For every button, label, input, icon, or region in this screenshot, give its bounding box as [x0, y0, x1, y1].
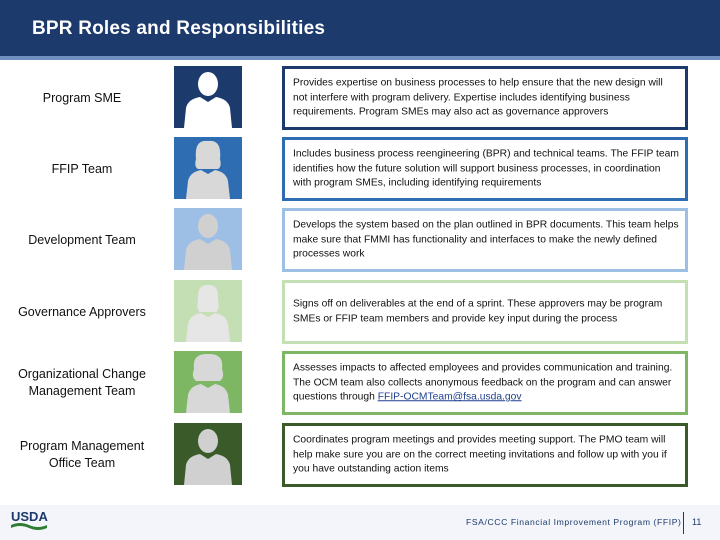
ocm-email-link[interactable]: FFIP-OCMTeam@fsa.usda.gov — [377, 391, 522, 403]
usda-logo — [10, 507, 48, 533]
role-row-pmo-team — [0, 423, 720, 487]
role-description: Provides expertise on business processes to help ensure that the new design will not interfere with program delivery. Expertise includes identifying business requirements. Program SMEs may also act as governance approvers — [282, 66, 688, 130]
svg-text:USDA: USDA — [11, 509, 48, 524]
role-row-ocm-team — [0, 351, 720, 415]
role-description: Assesses impacts to affected employees and provides communication and training. The OCM team also collects anonymous feedback on the program and can answer questions through FFIP-OCMTeam@fsa.usda.gov — [282, 351, 688, 415]
role-description: Includes business process reengineering (BPR) and technical teams. The FFIP team identifies how the future solution will support business processes, in coordination with program SMEs, including identifying requirements — [282, 137, 688, 201]
role-description: Signs off on deliverables at the end of a sprint. These approvers may be program SMEs or FFIP team members and provide key input during the process — [282, 280, 688, 344]
male-person-icon — [174, 66, 242, 128]
role-row-ffip-team — [0, 137, 720, 201]
role-name: Development Team — [28, 232, 136, 247]
footer-program-name: FSA/CCC Financial Improvement Program (FFIP) — [466, 517, 682, 527]
female-person-icon — [174, 280, 242, 342]
role-name: Organizational Change Management Team — [18, 367, 146, 398]
female-person-icon — [174, 351, 242, 413]
footer-divider — [683, 512, 684, 534]
role-description: Coordinates program meetings and provides meeting support. The PMO team will help make sure you are on the correct meeting invitations and follow up with you if you have outstanding action items — [282, 423, 688, 487]
role-name: Governance Approvers — [18, 304, 146, 319]
role-name: Program Management Office Team — [19, 439, 145, 470]
male-person-icon — [174, 208, 242, 270]
page-number: 11 — [692, 517, 702, 527]
role-row-governance-approvers — [0, 280, 720, 344]
role-description: Develops the system based on the plan outlined in BPR documents. This team helps make sure that FMMI has functionality and interfaces to make the newly defined processes work — [282, 208, 688, 272]
role-row-development-team — [0, 208, 720, 272]
role-row-program-sme — [0, 66, 720, 130]
title-underline — [0, 56, 720, 60]
role-name: Program SME — [42, 90, 122, 105]
female-person-icon — [174, 137, 242, 199]
role-name: FFIP Team — [51, 161, 113, 176]
title-bar — [0, 0, 720, 56]
male-person-icon — [174, 423, 242, 485]
page-title: BPR Roles and Responsibilities — [32, 18, 326, 39]
